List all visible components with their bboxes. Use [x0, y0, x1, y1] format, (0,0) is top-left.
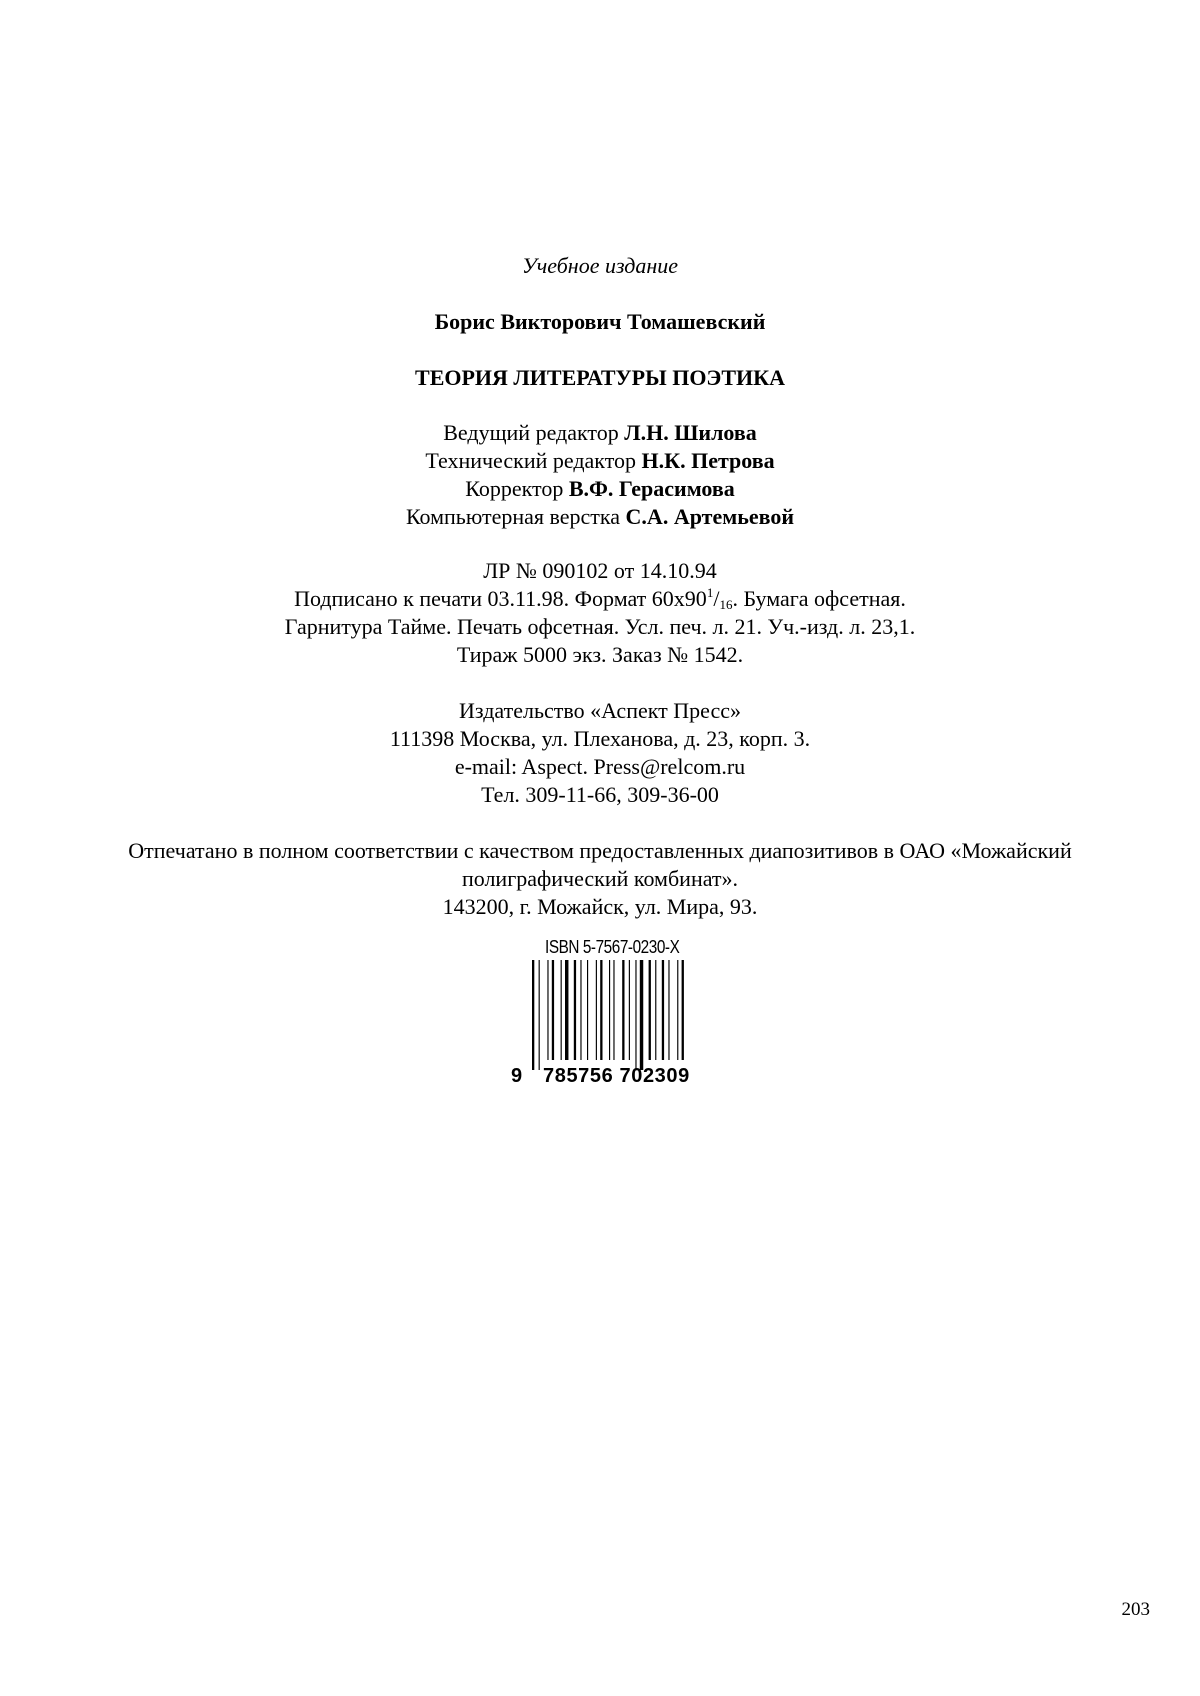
credit-line — [60, 419, 1140, 447]
publisher-email: e-mail: Aspect. Press@relcom.ru — [454, 754, 746, 779]
publisher-phone: Тел. 309-11-66, 309-36-00 — [481, 782, 719, 807]
barcode-bar — [640, 960, 643, 1070]
credit-role: Корректор — [465, 476, 564, 501]
barcode-bar — [613, 960, 614, 1060]
license-line: ЛР № 090102 от 14.10.94 — [483, 558, 717, 583]
credit-role: Ведущий редактор — [443, 420, 619, 445]
barcode-bar — [552, 960, 554, 1060]
barcode-bar — [677, 960, 678, 1060]
signed-to-print-line — [60, 585, 1140, 613]
barcode-bar — [561, 960, 562, 1060]
barcode-bar — [565, 960, 568, 1060]
isbn-barcode — [505, 936, 705, 1096]
format-fraction-separator: / — [713, 586, 720, 611]
credits-block — [60, 419, 1140, 531]
publisher-name: Издательство «Аспект Пресс» — [459, 698, 741, 723]
format-fraction-denominator: 16 — [719, 597, 733, 612]
barcode-bar — [600, 960, 602, 1060]
barcode-bar — [547, 960, 548, 1060]
publisher-block — [60, 697, 1140, 809]
barcode-bar — [682, 960, 684, 1060]
barcode-bar — [587, 960, 588, 1060]
barcode-bar — [580, 960, 581, 1060]
book-title: ТЕОРИЯ ЛИТЕРАТУРЫ ПОЭТИКА — [415, 365, 785, 390]
barcode-bar — [539, 960, 540, 1070]
barcode-bar — [662, 960, 664, 1060]
edition-type: Учебное издание — [521, 253, 679, 278]
barcode-bar — [655, 960, 656, 1060]
barcode-bar — [622, 960, 624, 1060]
credit-line — [60, 503, 1140, 531]
credit-role: Технический редактор — [425, 448, 637, 473]
printer-block — [60, 837, 1140, 921]
credit-person: Н.К. Петрова — [641, 448, 775, 473]
printer-statement: Отпечатано в полном соответствии с качеством предоставленных диапозитивов в ОАО «Можайский полиграфический комбинат». — [128, 838, 1072, 891]
circulation-line: Тираж 5000 экз. Заказ № 1542. — [456, 642, 744, 667]
barcode-bar — [596, 960, 597, 1060]
credit-person: В.Ф. Герасимова — [568, 476, 735, 501]
signed-prefix: Подписано к печати 03.11.98. Формат 60x90 — [294, 586, 707, 611]
credit-person: Л.Н. Шилова — [624, 420, 757, 445]
format-fraction-numerator: 1 — [706, 585, 714, 600]
isbn-label: ISBN 5-7567-0230-X — [545, 937, 680, 957]
publisher-address: 111398 Москва, ул. Плеханова, д. 23, корп. 3. — [389, 726, 811, 751]
barcode-bar — [629, 960, 630, 1060]
author-name: Борис Викторович Томашевский — [434, 309, 766, 334]
signed-suffix: . Бумага офсетная. — [732, 586, 906, 611]
barcode-bars — [532, 960, 688, 1070]
barcode-bar — [532, 960, 534, 1070]
credit-line — [60, 475, 1140, 503]
credit-person: С.А. Артемьевой — [625, 504, 795, 529]
barcode-bar — [649, 960, 651, 1060]
page-number: 203 — [1121, 1599, 1150, 1620]
typeface-line: Гарнитура Тайме. Печать офсетная. Усл. печ. л. 21. Уч.-изд. л. 23,1. — [284, 614, 916, 639]
barcode-bar — [609, 960, 610, 1060]
ean-digits: 785756 702309 — [543, 1065, 690, 1087]
ean-first-digit: 9 — [511, 1065, 523, 1087]
barcode-bar — [635, 960, 636, 1070]
credit-role: Компьютерная верстка — [405, 504, 621, 529]
credit-line — [60, 447, 1140, 475]
printer-address: 143200, г. Можайск, ул. Мира, 93. — [442, 894, 758, 919]
barcode-bar — [574, 960, 576, 1060]
barcode-bar — [668, 960, 669, 1060]
publication-details — [60, 557, 1140, 669]
